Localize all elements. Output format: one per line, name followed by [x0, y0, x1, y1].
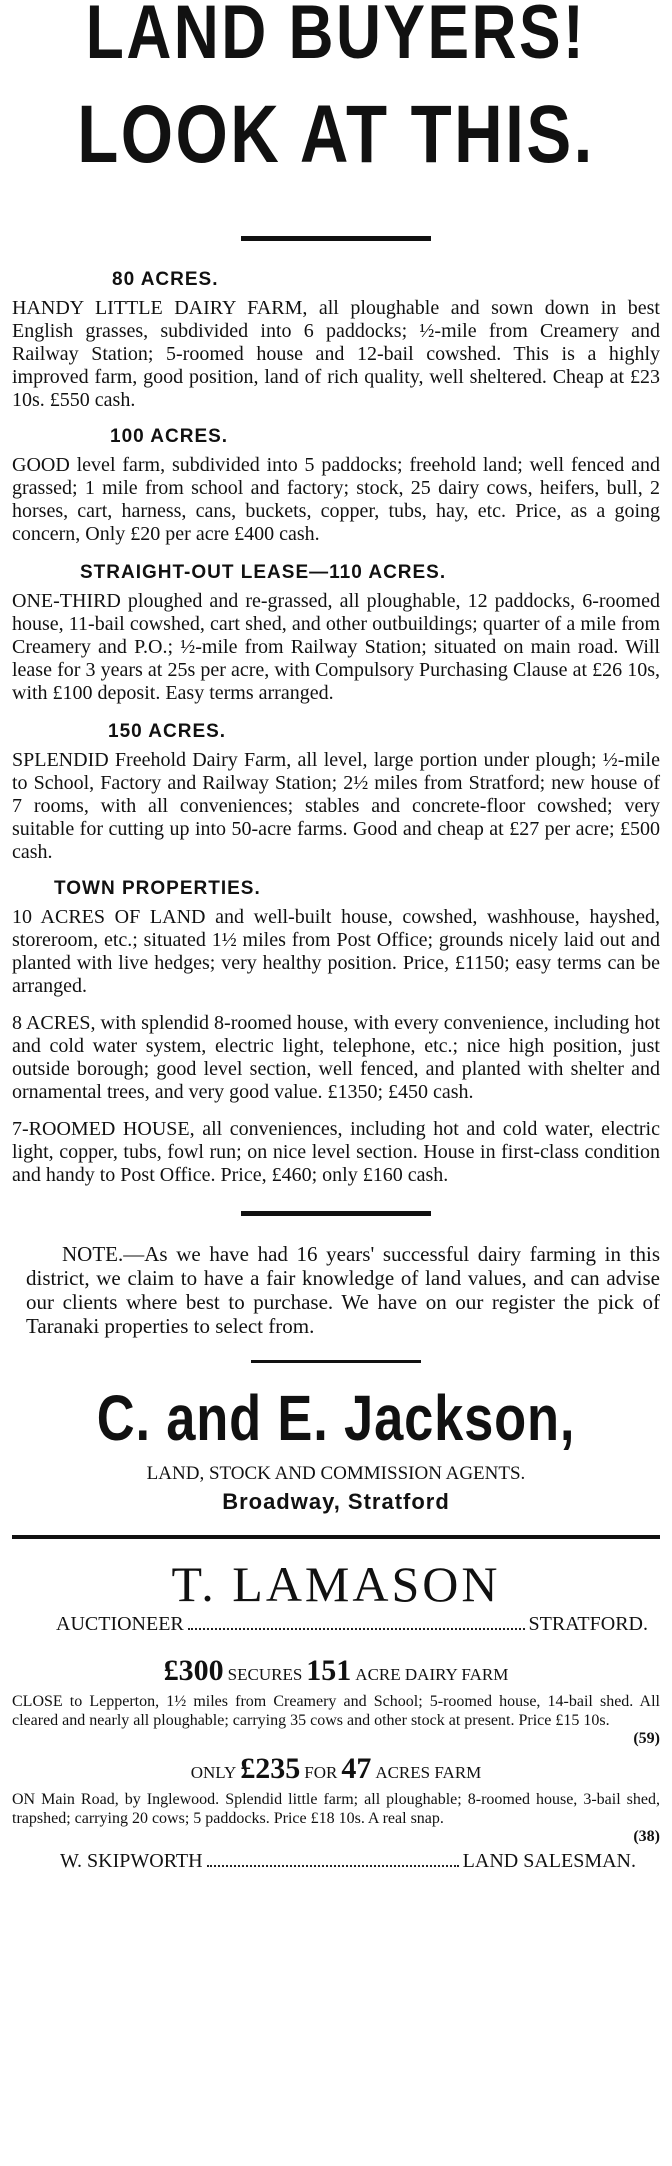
divider [241, 236, 431, 241]
farm-ad-secures: SECURES [227, 1665, 303, 1684]
headline-line1: LAND BUYERS! [85, 0, 587, 75]
farm-ad-title-text: ACRES FARM [375, 1763, 482, 1782]
town-item: 8 ACRES, with splendid 8-roomed house, with every convenience, including hot and cold water system, electric light, telephone, etc.; nice high position, just outside borough; good level section, well fenced, and planted with shelter and ornamental trees, and very good value. £1350; £450 cash. [12, 1012, 660, 1103]
auctioneer-row [12, 1613, 660, 1636]
farm-ad-price: £300 [163, 1654, 224, 1687]
divider [241, 1211, 431, 1216]
salesman-name: W. SKIPWORTH [60, 1850, 203, 1872]
listing [12, 721, 660, 864]
listing-text: ONE-THIRD ploughed and re-grassed, all ploughable, 12 paddocks, 6-roomed house, 11-bail cowshed, cart shed, and other outbuildings; quarter of a mile from Creamery and P.O.; ½-mile from Railway Station; situated on main road. Will lease for 3 years at 25s per acre, with Compulsory Purchasing Clause at £26 10s, with £100 deposit. Easy terms arranged. [12, 590, 660, 704]
farm-ad-for: FOR [304, 1763, 338, 1782]
headline-line2: LOOK AT THIS. [77, 89, 595, 180]
location-label: STRATFORD. [528, 1613, 648, 1635]
listing-text: GOOD level farm, subdivided into 5 paddocks; freehold land; well fenced and grassed; 1 mile from school and factory; stock, 25 dairy cows, heifers, bull, 2 horses, cart, harness, cans, buckets, copper, tubs, hay, etc. Price, as a going concern, Only £20 per acre £400 cash. [12, 454, 660, 545]
farm-ad-acres: 151 [306, 1654, 352, 1687]
firm-name: C. and E. Jackson, [96, 1382, 576, 1454]
salesman-title: LAND SALESMAN. [462, 1850, 636, 1872]
farm-ad [12, 1654, 660, 1748]
farm-ad-text: CLOSE to Lepperton, 1½ miles from Creamery and School; 5-roomed house, 14-bail shed. All cleared and nearly all ploughable; carrying 35 cows and other stock at present. Price £15 10s. [12, 1693, 660, 1729]
firm-address: Broadway, Stratford [222, 1489, 450, 1514]
farm-ad-acres: 47 [341, 1752, 372, 1785]
farm-ad-price: £235 [240, 1752, 301, 1785]
town-item: 10 ACRES OF LAND and well-built house, cowshed, washhouse, hayshed, storeroom, etc.; situated 1½ miles from Post Office; grounds nicely laid out and planted with live hedges; very healthy position. Price, £1150; easy terms can be arranged. [12, 906, 660, 997]
farm-ad-text: ON Main Road, by Inglewood. Splendid little farm; all ploughable; 8-roomed house, 3-bail shed, trapshed; carrying 20 cows; 5 paddocks. Price £18 10s. A real snap. [12, 1791, 660, 1827]
town-item: 7-ROOMED HOUSE, all conveniences, including hot and cold water, electric light, copper, tubs, fowl run; on nice level section. House in first-class condition and handy to Post Office. Price, £460; only £160 cash. [12, 1118, 660, 1186]
listing [12, 426, 660, 546]
leader-dots [207, 1865, 459, 1867]
farm-ad [12, 1752, 660, 1846]
listing [12, 269, 660, 412]
farm-ad-title [12, 1752, 660, 1786]
listing-heading: 150 ACRES. [108, 721, 227, 742]
listing-heading: 80 ACRES. [112, 269, 219, 290]
listing-text: HANDY LITTLE DAIRY FARM, all ploughable and sown down in best English grasses, subdivided into 6 paddocks; ½-mile from Creamery and Railway Station; 5-roomed house and 12-bail cowshed. This is a highly improved farm, good position, land of rich quality, well sheltered. Cheap at £23 10s. £550 cash. [12, 297, 660, 411]
listing-heading: 100 ACRES. [110, 426, 229, 447]
divider [12, 1535, 660, 1539]
leader-dots [188, 1628, 525, 1630]
farm-ad-ref: (38) [633, 1828, 660, 1845]
farm-ad-title [12, 1654, 660, 1688]
auctioneer-label: AUCTIONEER [56, 1613, 184, 1635]
farm-ad-only: ONLY [190, 1763, 237, 1782]
salesman-row [12, 1850, 660, 1873]
listing-text: SPLENDID Freehold Dairy Farm, all level, large portion under plough; ½-mile to School, Factory and Railway Station; 2½ miles from Stratford; new house of 7 rooms, with all conveniences; stables and concrete-floor cowshed; very suitable for cutting up into 50-acre farms. Good and cheap at £27 per acre; £500 cash. [12, 749, 660, 863]
firm-subtitle: LAND, STOCK AND COMMISSION AGENTS. [146, 1463, 526, 1484]
farm-ad-title-text: ACRE DAIRY FARM [355, 1665, 509, 1684]
listing-heading: STRAIGHT-OUT LEASE—110 ACRES. [80, 562, 447, 583]
town-heading: TOWN PROPERTIES. [54, 878, 261, 899]
listing [12, 562, 660, 705]
farm-ad-ref: (59) [633, 1730, 660, 1747]
note-text: NOTE.—As we have had 16 years' successful dairy farming in this district, we claim to have a fair knowledge of land values, and can advise our clients where best to purchase. We have on our register the pick of Taranaki properties to select from. [26, 1242, 660, 1338]
town-properties [12, 878, 660, 1187]
lamason-name: T. LAMASON [171, 1556, 501, 1612]
divider [251, 1360, 421, 1363]
